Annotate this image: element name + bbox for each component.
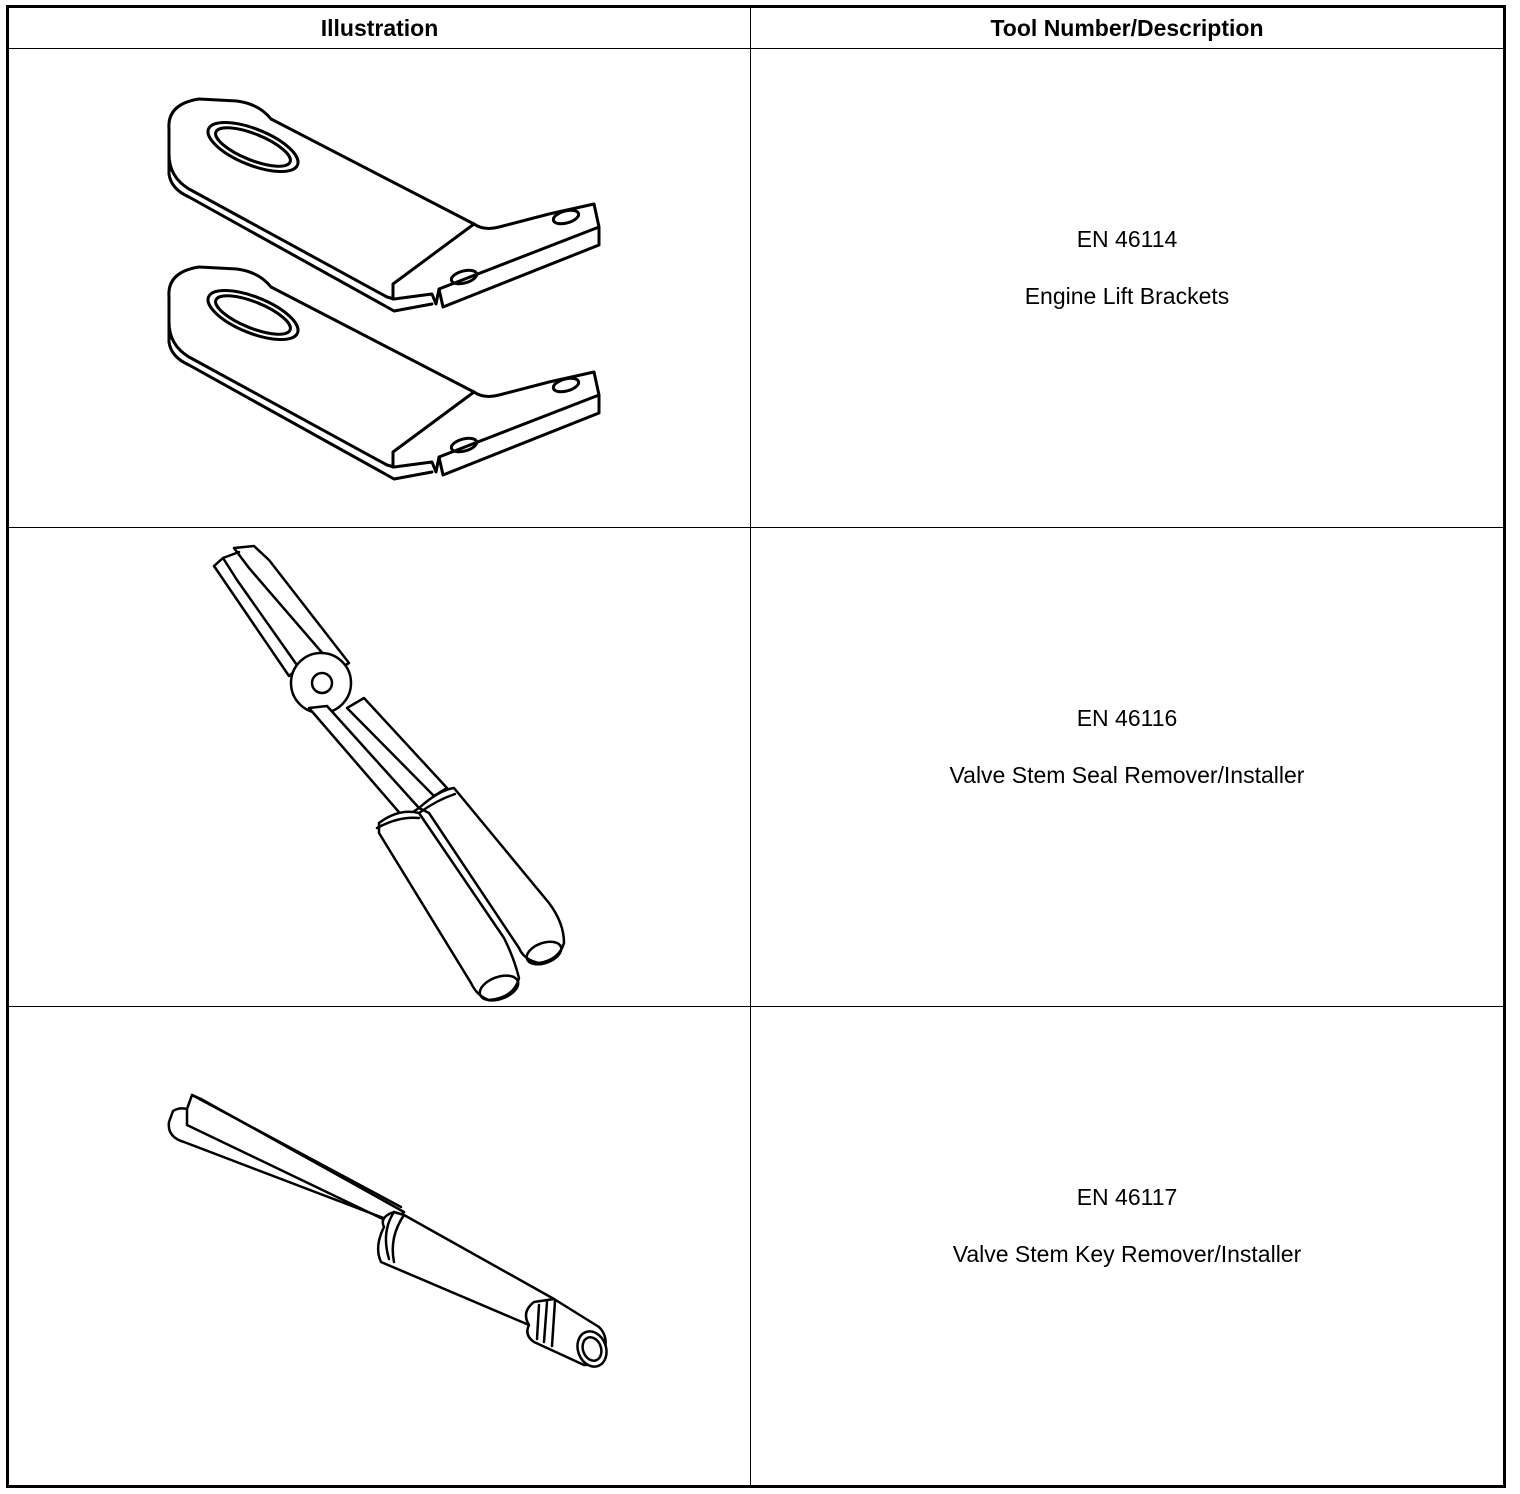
table-row <box>8 1007 1505 1487</box>
description-cell <box>751 528 1505 1007</box>
table-row <box>8 49 1505 528</box>
special-tools-table <box>6 5 1506 1488</box>
illustration-cell <box>8 49 751 528</box>
description-cell <box>751 49 1505 528</box>
tool-number: EN 46114 <box>1076 226 1178 252</box>
description-cell <box>751 1007 1505 1487</box>
table-row <box>8 528 1505 1007</box>
tool-description: Valve Stem Key Remover/Installer <box>952 1241 1302 1267</box>
tool-description: Valve Stem Seal Remover/Installer <box>949 762 1305 788</box>
table-header-row <box>8 7 1505 49</box>
valve-stem-key-tool-icon <box>9 1007 752 1485</box>
tool-description: Engine Lift Brackets <box>1024 283 1230 309</box>
tool-number: EN 46116 <box>1076 705 1178 731</box>
engine-lift-brackets-icon <box>9 49 752 527</box>
tool-number: EN 46117 <box>1076 1184 1178 1210</box>
illustration-cell <box>8 528 751 1007</box>
illustration-cell <box>8 1007 751 1487</box>
header-illustration: Illustration <box>8 7 751 49</box>
header-tool-description: Tool Number/Description <box>751 7 1505 49</box>
valve-stem-seal-pliers-icon <box>9 528 752 1006</box>
